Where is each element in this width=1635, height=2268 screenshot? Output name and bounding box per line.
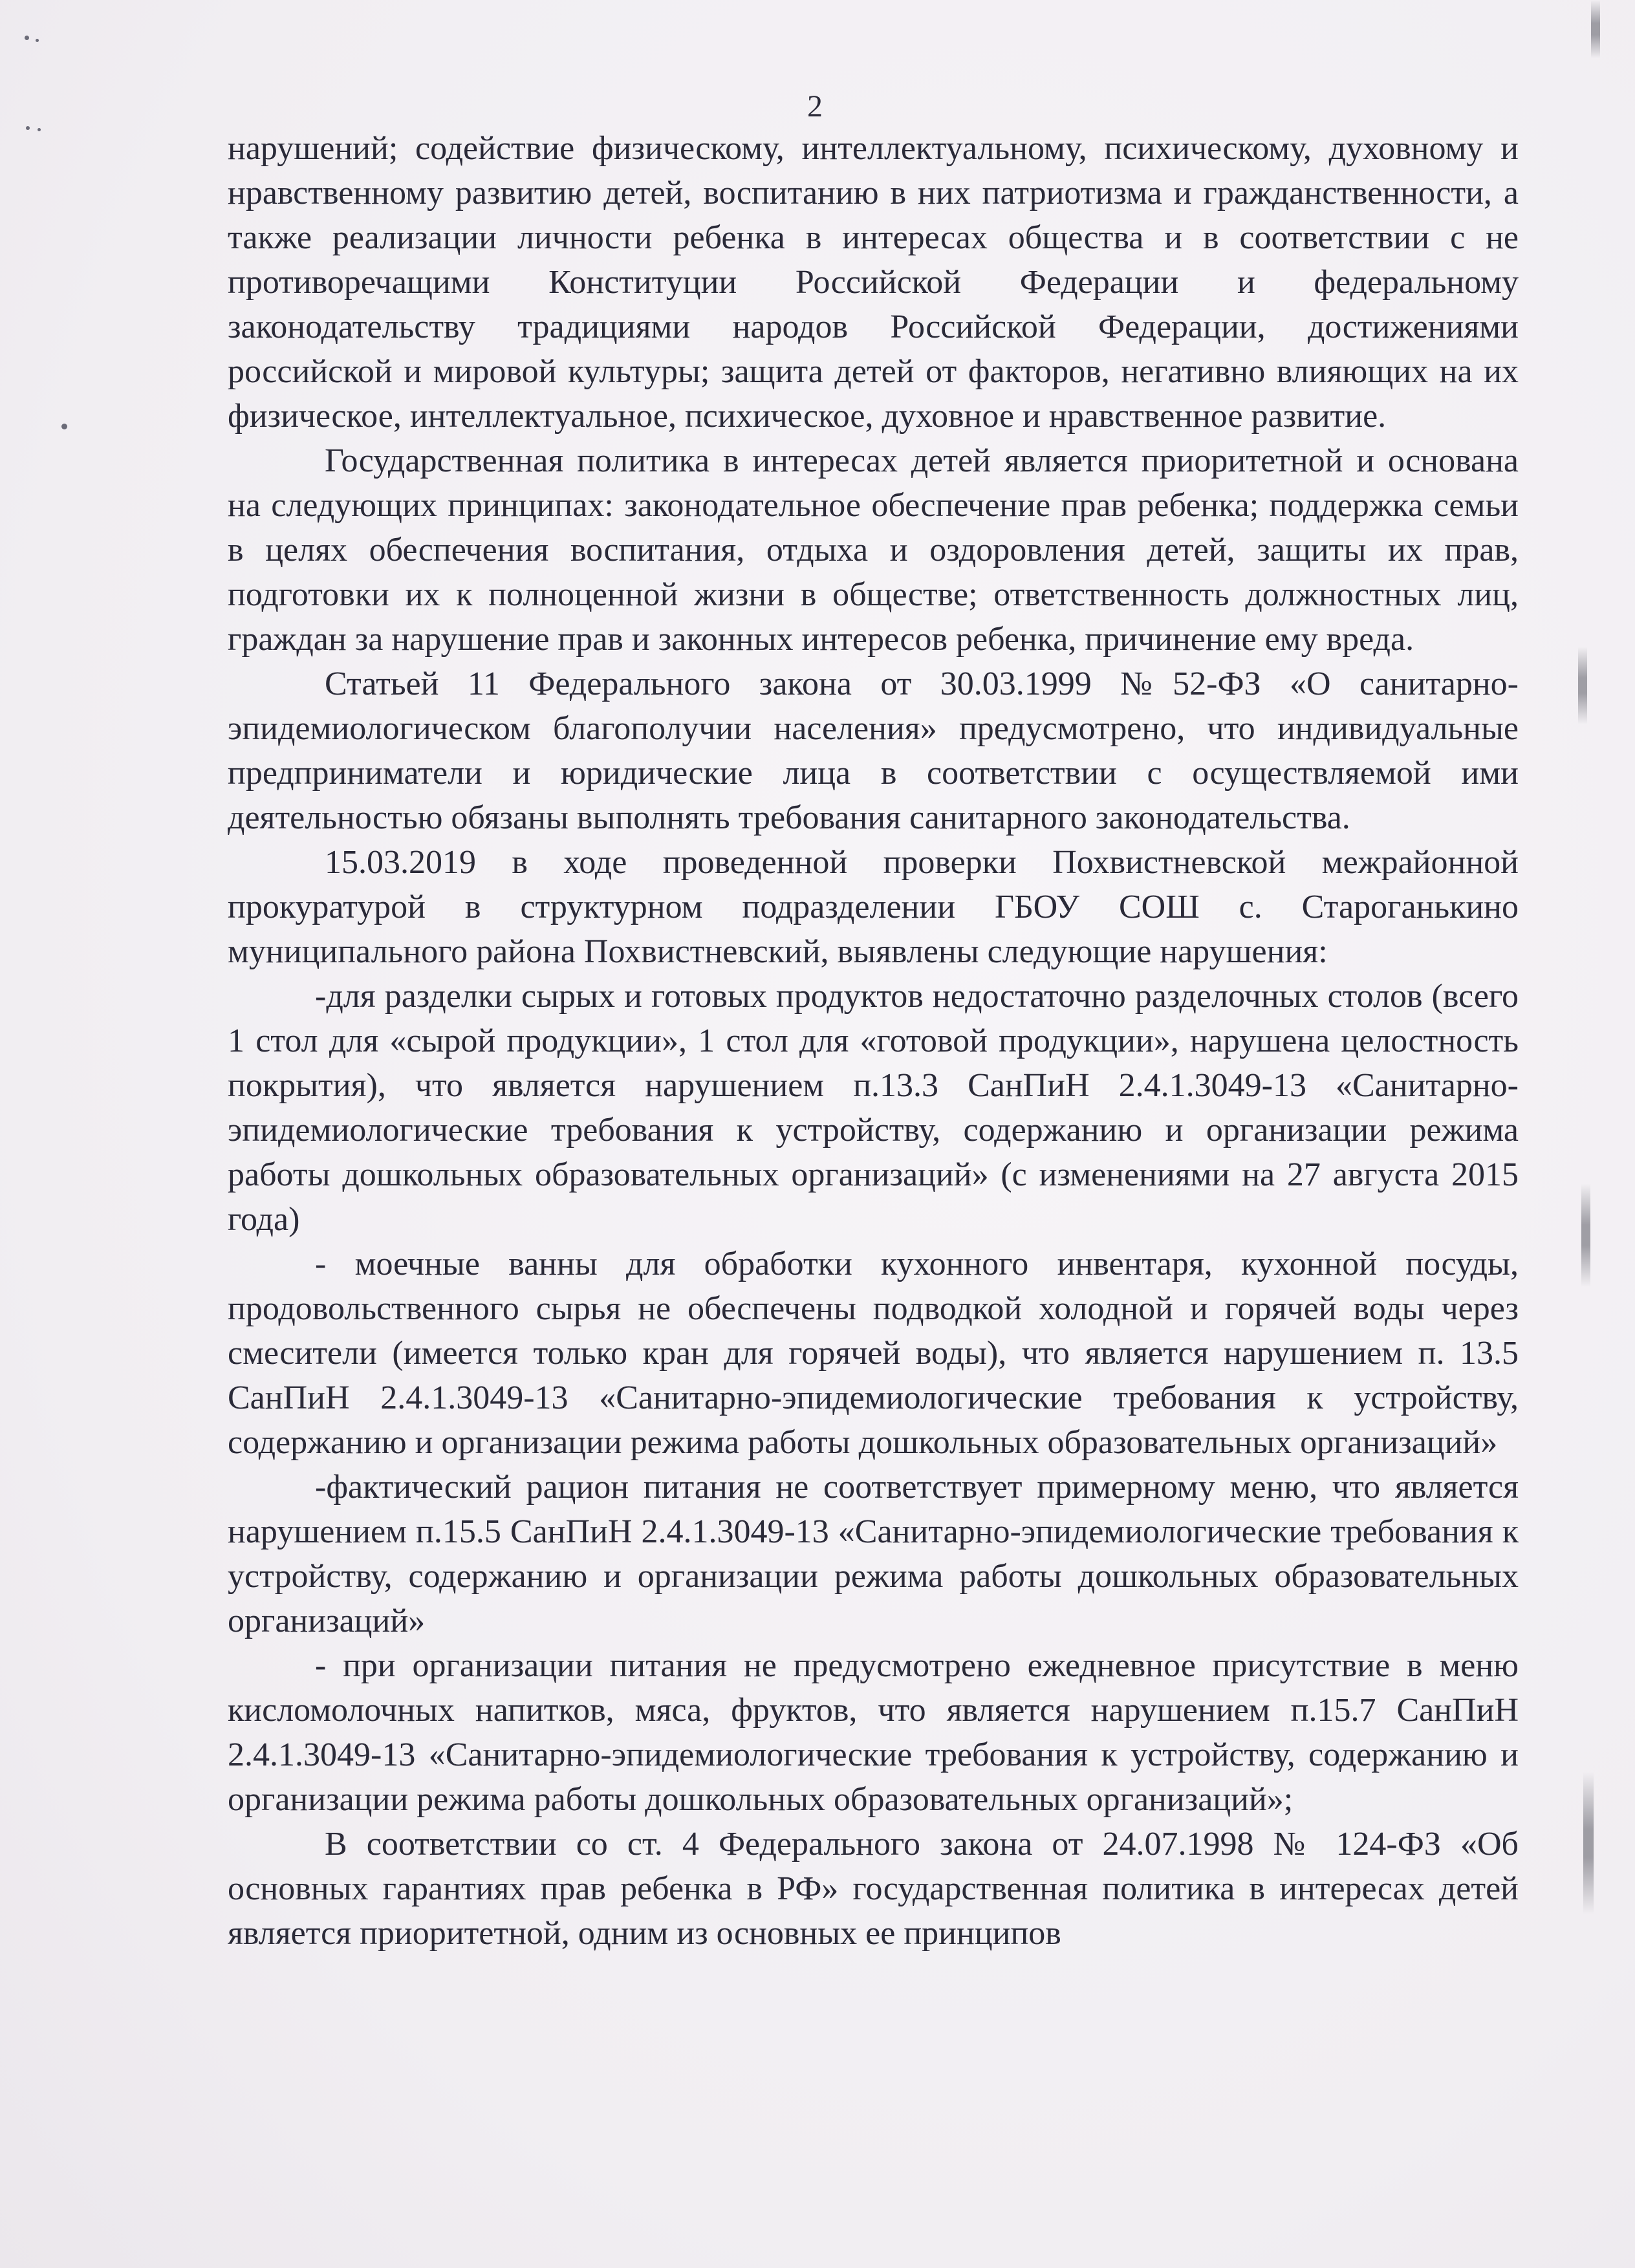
- violation-item-washing-baths: - моечные ванны для обработки кухонного инвентаря, кухонной посуды, продовольственного сырья не обеспечены подводкой холодной и горячей воды через смесители (имеется только кран для горячей воды), что является нарушением п. 13.5 СанПиН 2.4.1.3049-13 «Санитарно-эпидемиологические требования к устройству, содержанию и организации режима работы дошкольных образовательных организаций»: [228, 1246, 1519, 1461]
- scan-speck: [26, 126, 30, 130]
- paragraph-inspection: 15.03.2019 в ходе проведенной проверки Похвистневской межрайонной прокуратурой в структурном подразделении ГБОУ СОШ с. Староганькино муниципального района Похвистневский, выявлены следующие нарушения:: [228, 844, 1519, 970]
- paragraph-state-policy: Государственная политика в интересах детей является приоритетной и основана на следующих принципах: законодательное обеспечение прав ребенка; поддержка семьи в целях обеспечения воспитания, отдыха и оздоровления детей, защиты их прав, подготовки их к полноценной жизни в обществе; ответственность должностных лиц, граждан за нарушение прав и законных интересов ребенка, причинение ему вреда.: [228, 442, 1519, 658]
- scan-edge-mark: [1581, 1183, 1590, 1287]
- violation-item-menu: - при организации питания не предусмотрено ежедневное присутствие в меню кисломолочных напитков, мяса, фруктов, что является нарушением п.15.7 СанПиН 2.4.1.3049-13 «Санитарно-эпидемиологические требования к устройству, содержанию и организации режима работы дошкольных образовательных организаций»;: [228, 1647, 1519, 1818]
- violation-item-diet: -фактический рацион питания не соответствует примерному меню, что является нарушением п.15.5 СанПиН 2.4.1.3049-13 «Санитарно-эпидемиологические требования к устройству, содержанию и организации режима работы дошкольных образовательных организаций»: [228, 1469, 1519, 1639]
- scan-speck: [61, 424, 67, 429]
- paragraph-article-11: Статьей 11 Федерального закона от 30.03.1999 №52-ФЗ «О санитарно-эпидемиологическом благополучии населения» предусмотрено, что индивидуальные предприниматели и юридические лица в соответствии с осуществляемой ими деятельностью обязаны выполнять требования санитарного законодательства.: [228, 665, 1519, 836]
- scan-edge-mark: [1578, 647, 1587, 724]
- paragraph-federal-law-124: В соответствии со ст. 4 Федерального закона от 24.07.1998 № 124-ФЗ «Об основных гарантиях прав ребенка в РФ» государственная политика в интересах детей является приоритетной, одним из основных ее принципов: [228, 1826, 1519, 1952]
- scan-speck: [38, 128, 41, 131]
- page-number: 2: [807, 89, 823, 124]
- scan-speck: [36, 39, 39, 42]
- violation-item-cutting-tables: -для разделки сырых и готовых продуктов недостаточно разделочных столов (всего 1 стол для «сырой продукции», 1 стол для «готовой продукции», нарушена целостность покрытия), что является нарушением п.13.3 СанПиН 2.4.1.3049-13 «Санитарно-эпидемиологические требования к устройству, содержанию и организации режима работы дошкольных образовательных организаций» (с изменениями на 27 августа 2015 года): [228, 978, 1519, 1238]
- paragraph-continuation: нарушений; содействие физическому, интеллектуальному, психическому, духовному и нравственному развитию детей, воспитанию в них патриотизма и гражданственности, а также реализации личности ребенка в интересах общества и в соответствии с не противоречащими Конституции Российской Федерации и федеральному законодательству традициями народов Российской Федерации, достижениями российской и мировой культуры; защита детей от факторов, негативно влияющих на их физическое, интеллектуальное, психическое, духовное и нравственное развитие.: [228, 130, 1519, 435]
- scan-speck: [25, 36, 29, 40]
- document-body: [228, 126, 1519, 1956]
- scan-edge-mark: [1583, 1772, 1594, 1914]
- scan-edge-mark: [1591, 0, 1600, 58]
